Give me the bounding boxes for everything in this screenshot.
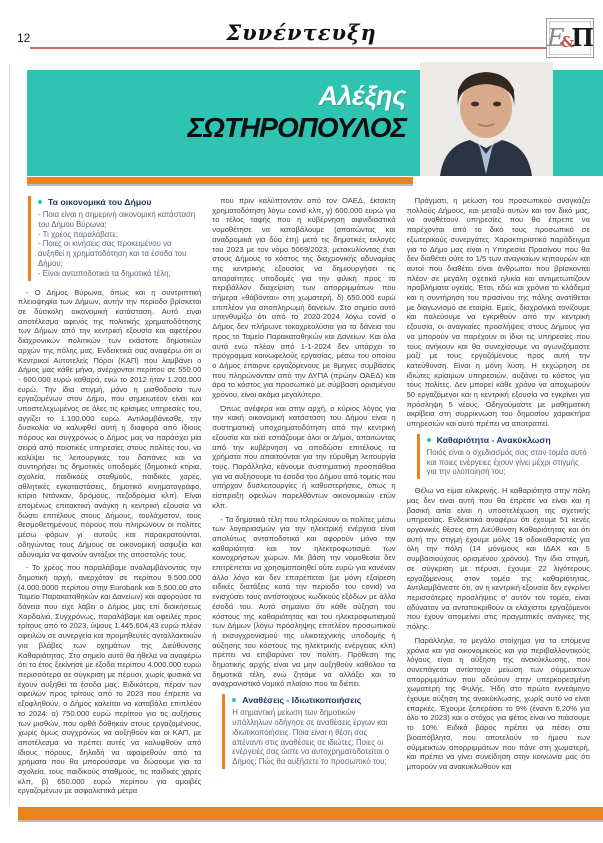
article-body [18, 196, 590, 804]
body-paragraph: - Τα δημοτικά τέλη που πληρώνουν οι πολίτες μέσω των λογαριασμών για την ηλεκτρική ενέργεια είναι απολύτως ανταποδοτικά και αφορούν μόνο την καθαριότητα και τον ηλεκτροφωτισμό των κοινοχρήστων χώρων. Με βάση την νομοθεσία δεν επιτρέπεται να χρησιμοποιηθεί ούτε ευρώ για κανέναν άλλο λόγο και δεν επιτρέπεται (με μόνη εξαίρεση ειδικές διατάξεις κατά την περίοδο του covid) να ενισχύσει τους αντίστοιχους κωδικούς εξόδων με άλλα έσοδά του. Αυτό σημαίνει ότι κάθε αύξηση του κόστους της καθαριότητας και του ηλεκτροφωτισμού των Δήμων (λόγω πρόσληψης επιπλέον προσωπικού ή εκσυγχρονισμού της υλικοτεχνικής υποδομής ή αύξησης του κόστους της ηλεκτρικής ενέργειας κλπ) πρέπει να επιβαρύνει τον πολίτη. Πρόθεση της δημοτικής αρχής είναι να μην αυξηθούν καθόλου τα δημοτικά τέλη, ενώ ζητάμε να αλλάξει και το αναχρονιστικό νομικό πλαίσιο που τα διέπει. [212, 514, 396, 689]
column-left [18, 196, 201, 804]
bullet-icon [427, 438, 431, 442]
question-box-title-row [232, 695, 393, 705]
question-box-economics [28, 196, 201, 281]
body-paragraph: Πράγματι, η μείωση του προσωπικού αναγκάζει πολλούς Δήμους, και μεταξύ αυτών και τον δικό μας, να αναθέτουν υπηρεσίες που θα έπρεπε να παρέχονται από το δικό τους προσωπικό σε εξωτερικούς συνεργάτες. Χαρακτηριστικό παράδειγμα για το Δήμο μας είναι η Υπηρεσία Πρασίνου που θα δεν διαθέτει ούτε το 1/5 των αναγκαίων κηπουρών και αυτοί που διαθέτει είναι άνθρωποι που βρίσκονται πλέον σε μεγάλη σχετικά ηλικία και αντιμετωπίζουν προβλήματα υγείας. Έτσι, εδώ και χρόνια το κλάδεμα και η συντήρηση του πρασίνου της πόλης ανατίθεται με διαγωνισμό σε εταιρία. Εμείς, διαχρονικά τονίζουμε και παλεύουμε να εγκριθούν από την κεντρική εξουσία, οι αναγκαίες προσλήψεις στους Δήμους για να μπορούν να παρέχουν οι ίδιοι τις υπηρεσίες που τους ανήκουν και θα συνεχίσουμε να αγωνιζόμαστε μαζί με τους εργαζόμενους προς αυτή την κατεύθυνση. Είναι η μόνη λύση. Η εκχώρηση σε ιδιώτες κρίσιμων υπηρεσιών, αυξάνει το κόστος για τους πολίτες. Δεν μπορεί κάθε χρόνο να αποχωρούν 50 εργαζόμενοι και η κεντρική εξουσία να εγκρίνει για πρόσληψη 5 νέους. Οδηγούμαστε με μαθηματική ακρίβεια στη συρρίκνωση του δημοσίου χαρακτήρα υπηρεσιών και αυτό πρέπει να αποτραπεί. [406, 196, 590, 429]
body-paragraph: Όπως ανέφερα και στην αρχή, ο κύριος λόγος για την κακή οικονομική κατάσταση του Δήμου είναι η συστηματική υποχρηματοδότηση από την κεντρική εξουσία και εκεί εστιάζουμε όλοι οι Δήμοι, απαιτώντας από την κυβέρνηση να αποδώσει επιτέλους τα χρήματα που απαιτούνται για την εύρυθμη λειτουργία τους. Παράλληλα, κάνουμε συστηματική προσπάθεια για να αυξήσουμε τα έσοδα του Δήμου από τομείς που υπήρχαν δυσλειτουργίες ή καθυστερήσεις, όπως η είσπραξη οφειλών παρελθόντων οικονομικών ετών κλπ. [212, 403, 396, 510]
question-text: Ποιός είναι ο σχεδιασμός σας στον τομέα αυτό και ποιες ενέργειες έχουν γίνει μέχρι στιγμής για την υλοποίησή του; [426, 447, 587, 477]
page-number: 12 [17, 31, 31, 45]
header-rule [30, 47, 563, 49]
question-box-cleanliness [417, 434, 590, 479]
question-box-privatizations [222, 694, 395, 769]
question-box-title: Τα οικονομικά του Δήμου [48, 197, 152, 207]
portrait-illustration [420, 62, 553, 176]
question-item: - Ποια είναι η σημερινή οικονομική κατάσταση του Δήμου Βύρωνα; [38, 210, 196, 229]
accent-bar-top [27, 177, 413, 184]
section-title: Συνέντευξη [226, 20, 377, 45]
question-text: Η σημαντική μείωση των δημοτικών υπάλληλων οδήγησε σε αναθέσεις έργων και ιδιωτικοποιήσεις. Ποια είναι η θέση σας απέναντι στις αναθέσεις σε ιδιώτες; Ποιες οι ενέργειές σας ώστε να αυτοχρηματοδοτείται ο Δήμος; Πώς θα αυξήσετε το προσωπικό του; [232, 708, 390, 767]
body-paragraph: - Το χρέος που παραλάβαμε αναλαμβάνοντας την δημοτική αρχή, ανερχόταν σε περίπου 9.500.000 (4.000.0000 περίπου στην Eurobank και 5.500.00 στο Ταμείο Παρακαταθηκών και Δανείων) και αφορούσε τα δάνεια που είχε λάβει ο Δήμος μας επί διοικήσεως Χαρδαλιά. Συγχρόνως, παραλάβαμε και οφειλές προς τρίτους από το 2023, ύψους 1.445.604,43 ευρώ πλέον οφειλών σε συνεργεία και προμηθευτές ανταλλακτικών για βλάβες των οχημάτων της Διεύθυνσης Καθαριότητας. Στο σημείο αυτό θα ήθελα να αναφέρω ότι το έτος ξεκίνησε με έξοδα περίπου 4.000.000 ευρώ περισσότερα σε σύγκριση με πέρυσι, χωρίς φυσικά να έχουν αυξηθεί τα έσοδα μας. Ειδικότερα, πέραν των οφειλών προς τρίτους από το 2023 που έπρεπε να εξοφληθούν, ο Δήμος καλείται να καταβάλει επιπλέον το 2024: α) 750.000 ευρώ περίπου για τις αυξήσεις των μισθών, που ορθά δόθηκαν στους εργαζομένους, χωρίς όμως συγχρόνως να αυξηθούν και οι ΚΑΠ, με αποτέλεσμα να πρέπει αυτές να καλυφθούν από ίδιους πόρους, δηλαδή να αφαιρεθούν από τα χρήματα που θα μπορούσαμε να δώσουμε για τα σχολεία, τους παιδικούς σταθμούς, τις παιδικές χαρές κλπ, β) 650.000 ευρώ περίπου για αμοιβές εργαζομένων με ασφαλιστικά μέτρα [18, 563, 202, 796]
headline-last-name: ΣΩΤΗΡΟΠΟΥΛΟΣ [187, 112, 406, 143]
question-box-title-row [38, 197, 199, 207]
logo-letter-e: Ε [547, 24, 565, 52]
question-box-title-row [427, 435, 588, 445]
body-paragraph: Θέλω να είμαι ειλικρινής. Η καθαριότητα στην πόλη μας δεν είναι αυτή που θα έπρεπε να είναι και η βασική αιτία είναι η υποστελέχωση της σχετικής υπηρεσίας. Ενδεικτικά αναφέρω ότι έχουμε 51 κενές οργανικές θέσεις στη Διεύθυνση Καθαριότητας και ότι αυτή την στιγμή έχουμε μόλις 19 οδοκαθαριστές για όλη την πόλη (14 μόνιμους και ΙΔΑΧ και 5 συμβασιούχους ορισμένου χρόνου). Την ίδια στιγμή, σε σύγκριση με πέρυσι, έχουμε 22 λιγότερους εργαζόμενους στον τομέα της καθαριότητας. Αντιλαμβάνεστε ότι, αν η κεντρική εξουσία δεν εγκρίνει περισσότερες προσλήψεις σ' αυτόν τον τομέα, είναι αδύνατον να ανταποκριθούν οι ελάχιστοι εργαζόμενοι που έχουν απομείνει στις πραγματικές ανάγκες της πόλης. [406, 486, 590, 632]
bullet-icon [38, 200, 42, 204]
publication-logo [546, 18, 594, 58]
column-middle [212, 196, 395, 804]
column-right [407, 196, 590, 804]
question-item: - Ποιες οι κινήσεις σας προκειμένου να αυξηθεί η χρηματοδότηση και τα έσοδα του Δήμου; [38, 239, 187, 268]
logo-ampersand: & [560, 32, 575, 51]
question-box-title: Καθαριότητα - Ανακύκλωση [436, 434, 551, 445]
accent-bar-bottom [18, 807, 603, 820]
body-paragraph: - Ο Δήμος Βύρωνα, όπως και η συντριπτική πλειοψηφία των Δήμων, αυτήν την περίοδο βρίσκεται σε δύσκολη οικονομική κατάσταση. Αυτό είναι αποτέλεσμα αφενός της πολιτικής χρηματοδότησης των Δήμων από την κεντρική εξουσία και αφετέρου διαχρονικών πολιτικών των εκάστοτε δημοτικών αρχών της πόλης μας. Ενδεικτικά σας αναφέρω ότι οι Κεντρικοί Αυτοτελείς Πόροι (ΚΑΠ) που λαμβάνει ο Δήμος μας κάθε μήνα, ανέρχονται περίπου σε 550.00 - 600.000 ευρώ καθαρά, ενώ το 2012 ήταν 1.200.000 ευρώ. Την ίδια στιγμή, μόνο η μισθοδοσία των εργαζομένων στον Δήμο, που σημειωτέον είναι και υποστελεχωμένος σε όλες τις κρίσιμες υπηρεσίες του, αγγίζει το 1.100.000 ευρώ. Αντιλαμβάνεσθε, την δυσκολία να καλυφθεί αυτή η διαφορά από ίδιους πόρους και συγχρόνως ο Δήμος μας να παράσχει μία σειρά από ποιοτικές υπηρεσίες στους πολίτες του, να καλύψει τις λειτουργικές του δαπάνες και να συντηρήσει τις δημοτικές υποδομές (δημοτικά κτίρια, σχολεία, παιδικούς σταθμούς, παιδικές χαρές, αθλητικές εγκαταστάσεις, δημοτικό κινηματογράφο, κτίριο Ντάνκαν, δρόμους, πεζοδρόμια κλπ). Είναι επομένως επιτακτική ανάγκη η κεντρική εξουσία να δώσει επιτέλους στους Δήμους, τουλάχιστον, τους θεσμοθετημένους πόρους που πληρώνουν οι πολίτες μέσω φόρων γι` αυτούς και παρακρατούνται, οδηγώντας τους Δήμους σε οικονομική ασφυξία και αδυναμία να φανούν αντάξιοι της αποστολής τους. [18, 287, 202, 559]
body-paragraph: που πριν καλύπτονταν από τον ΟΑΕΔ, έκτακτη χρηματοδότηση λόγω covid κλπ, γ) 600.000 ευρώ για το τέλος ταφής που η κυβέρνηση αιφνιδιαστικά νομοθέτησε να καταβάλουμε (απαιτώντας και αναδρομικά για δύο έτη) μετά τις δημοτικές εκλογές του 2023 με τον νόμο 5069/2023, μετακυλίοντας έτσι στους Δήμους το κόστος της διαχρονικής αδυναμίας της κεντρικής εξουσίας να δημιουργήσει τις απαραίτητες υποδομές για την φιλική προς το περιβάλλον διαχείριση των απορριμμάτων που σήμερα «θάβονται» στη χωματερή, δ) 650.000 ευρώ επιπλέον για αποπληρωμή δανείων. Στο σημείο αυτό υπενθυμίζω ότι από το 2020-2024 λόγω covid ο Δήμος δεν πλήρωνε τοκοχρεολύσια για τα δάνεια του προς το Ταμείο Παρακαταθηκών και Δανείων. Και όλα αυτά ενώ πλέον από 1-1-2024 δεν υπάρχει το πρόγραμμα κοινωφελούς εργασίας, μέσω του οποίου ο Δήμος έπαιρνε εργαζόμενους με 8μηνες συμβάσεις που πληρώνονταν από την ΔΥΠΑ (πρώην ΟΑΕΔ) και άρα το κόστος για προσωπικό με σύμβαση ορισμένου χρόνου, είναι ακόμα μεγαλύτερο. [212, 196, 396, 400]
question-item: - Είναι ανταποδοτικά τα δημοτικά τέλη; [38, 268, 171, 278]
bullet-icon [232, 698, 236, 702]
portrait-photo [420, 62, 553, 176]
page-edge-line [9, 64, 10, 806]
banner-right-block [553, 70, 603, 176]
headline-banner [27, 70, 420, 176]
logo-letter-p: Π [571, 23, 593, 52]
question-item: - Τι χρέος παραλάβατε; [38, 229, 118, 239]
question-box-title: Αναθέσεις - Ιδιωτικοποιήσεις [242, 695, 362, 706]
body-paragraph: Παράλληλα, το μεγάλο στοίχημα για τα επόμενα χρόνια και για οικονομικούς και για περιβαλλοντικούς λόγους είναι η αύξηση της ανακύκλωσης, που συνεπάγεται αντίστοιχα μείωση των σύμμεικτων απορριμμάτων που οδεύουν στην υπερκορεσμένη χωματερή της Φυλής. Ήδη στο πρώτο εννεάμηνο έχουμε αύξηση της ανακύκλωσης, χωρίς αυτό να είναι επαρκές. Έχουμε ξεπεράσει το 9% (έναντι 6,20% για όλο το 2023) και ο στόχος για φέτος είναι να πιάσουμε το 10%. Ειδικό βάρος πρέπει να πέσει στα βιοαπόβλητα, που αποτελούν το ήμισυ των σύμμεικτων απορριμμάτων που πάνε στη χωματερή, και πρέπει να γίνει συνείδηση στην κοινωνία μας ότι μπορούν να ανακυκλωθούν και [406, 635, 590, 771]
headline-first-name: Αλέξης [318, 81, 406, 111]
